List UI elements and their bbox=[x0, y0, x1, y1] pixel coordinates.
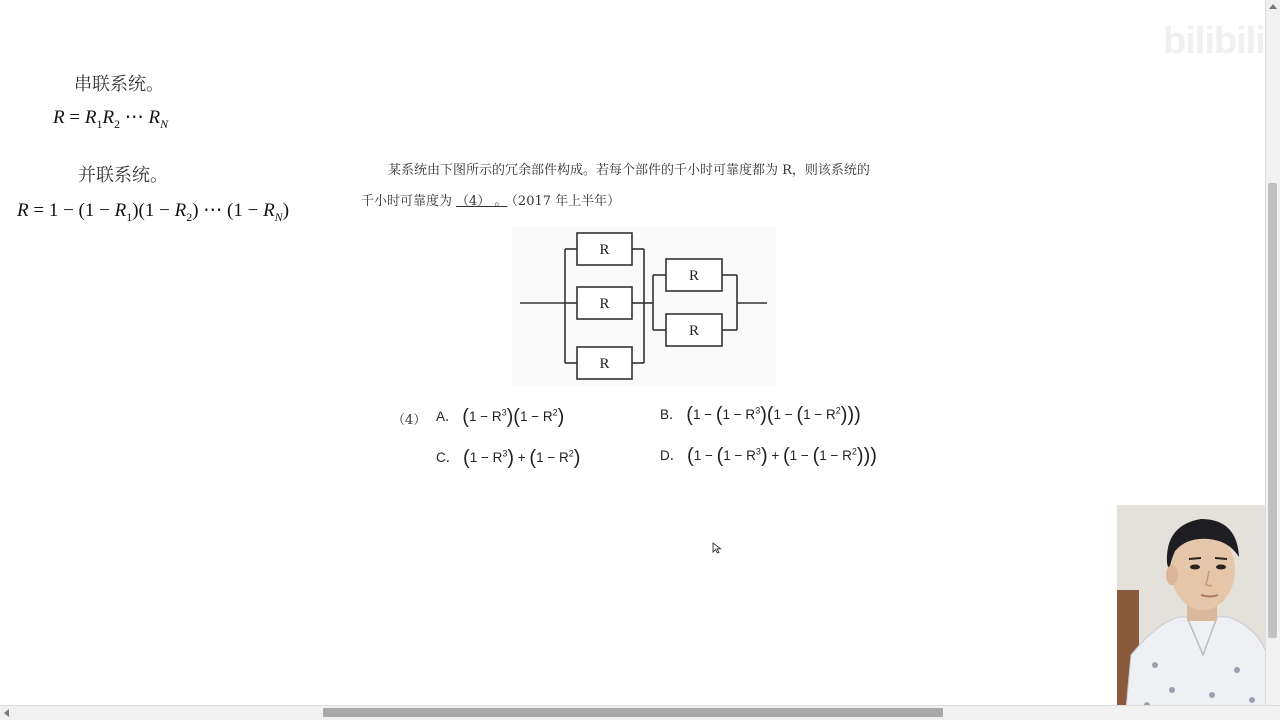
component-label: R bbox=[599, 296, 610, 312]
option-b: B． $(1 - (1 - R^3)(1 - (1 - R^2)))$ bbox=[660, 404, 861, 426]
webcam-overlay bbox=[1117, 505, 1280, 720]
series-system-heading: 串联系统。 bbox=[74, 74, 164, 95]
option-c-letter: C． bbox=[436, 450, 460, 465]
option-a: A． $(1 - R^3)(1 - R^2)$ bbox=[436, 406, 565, 428]
scroll-up-arrow-icon[interactable] bbox=[1269, 4, 1277, 9]
parallel-system-heading: 并联系统。 bbox=[78, 165, 168, 186]
option-c: C． $(1 - R^3) + (1 - R^2)$ bbox=[436, 447, 581, 469]
component-label: R bbox=[688, 323, 700, 339]
component-label: R bbox=[599, 356, 610, 372]
horizontal-scrollbar-thumb[interactable] bbox=[323, 708, 943, 717]
mouse-cursor-icon bbox=[712, 542, 722, 554]
parallel-reliability-formula: $R = 1 - (1 - R_1)(1 - R_2)$ ⋯ $(1 - R_N)$ bbox=[17, 200, 290, 224]
webcam-presenter-image bbox=[1117, 505, 1280, 720]
bilibili-watermark: bilibili bbox=[1163, 20, 1265, 62]
question-text-line2 bbox=[361, 190, 620, 209]
vertical-scrollbar[interactable] bbox=[1265, 0, 1280, 706]
horizontal-scrollbar[interactable] bbox=[0, 705, 1280, 720]
option-d-letter: D． bbox=[660, 448, 684, 463]
option-a-letter: A． bbox=[436, 409, 459, 424]
option-b-letter: B． bbox=[660, 407, 683, 422]
answer-blank: （4） 。 bbox=[456, 194, 508, 209]
question-prefix: 千小时可靠度为 bbox=[361, 194, 453, 209]
series-reliability-formula: $R = R_1R_2$ ⋯ $R_N$ bbox=[53, 107, 169, 131]
question-number: （4） bbox=[392, 413, 427, 428]
redundancy-circuit-diagram bbox=[512, 227, 776, 385]
scroll-left-arrow-icon[interactable] bbox=[4, 709, 9, 717]
option-d: D． $(1 - (1 - R^3) + (1 - (1 - R^2)))$ bbox=[660, 445, 877, 467]
question-year: （2017 年上半年） bbox=[511, 194, 621, 209]
component-label: R bbox=[599, 242, 610, 258]
question-text-line1: 某系统由下图所示的冗余部件构成。若每个部件的千小时可靠度都为 R，则该系统的 bbox=[388, 163, 870, 178]
component-label: R bbox=[688, 268, 700, 284]
vertical-scrollbar-thumb[interactable] bbox=[1268, 183, 1277, 638]
